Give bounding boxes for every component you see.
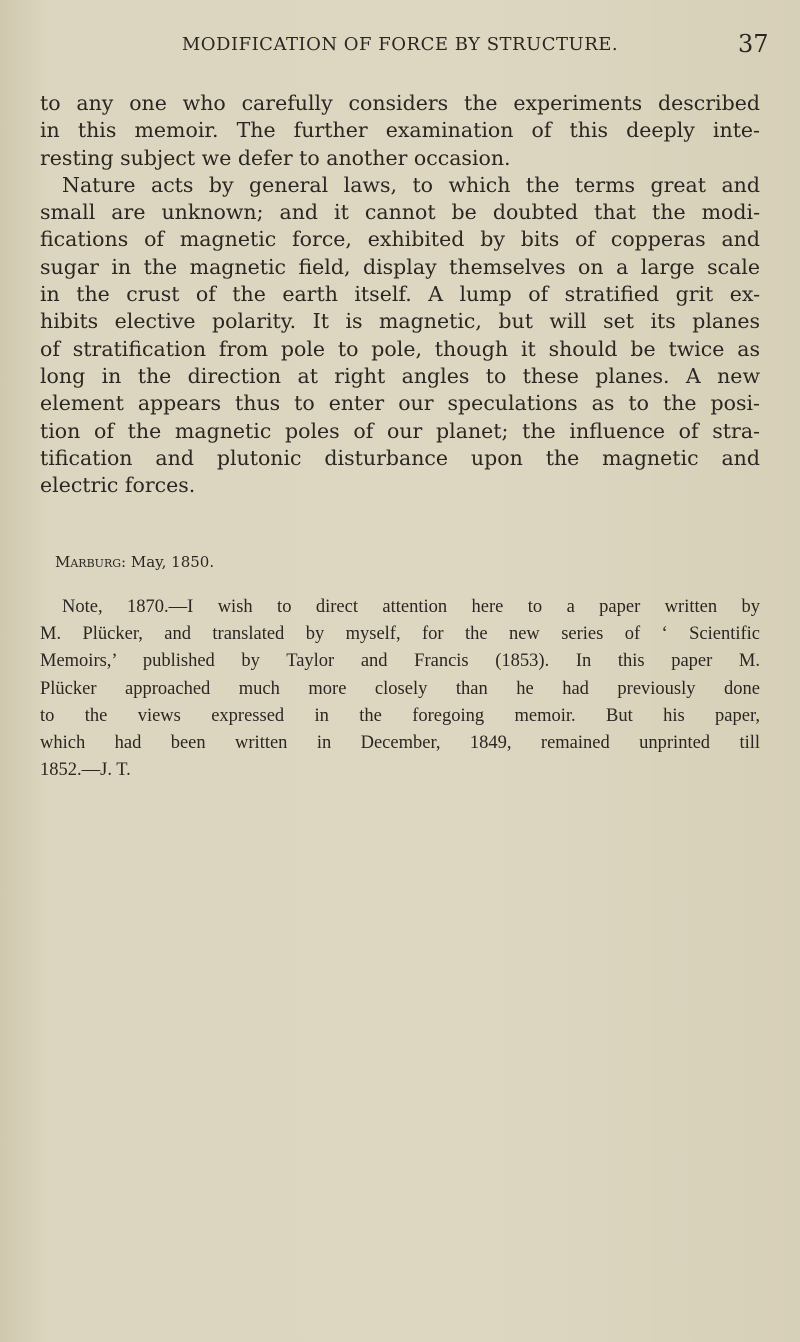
text-line: of stratification from pole to pole, though it should be twice as [40, 336, 760, 361]
text-line: electric forces. [40, 473, 196, 498]
text-line: resting subject we defer to another occasion. [40, 145, 511, 170]
note-line: Note, 1870.—I wish to direct attention here to a paper written by [62, 597, 760, 617]
note-line: M. Plücker, and translated by myself, for the new series of ‘ Scientific [40, 624, 760, 645]
text-line: element appears thus to enter our speculations as to the posi- [40, 391, 760, 416]
signature-place: Marburg [55, 553, 122, 571]
text-line: in this memoir. The further examination of this deeply inte- [40, 118, 760, 143]
footnote [40, 594, 760, 784]
text-line: hibits elective polarity. It is magnetic, but will set its planes [40, 309, 760, 334]
text-line: tion of the magnetic poles of our planet; the influence of stra- [40, 418, 760, 443]
text-line: sugar in the magnetic field, display themselves on a large scale [40, 254, 760, 279]
text-line: Nature acts by general laws, to which the terms great and [62, 172, 760, 197]
note-line: Memoirs,’ published by Taylor and Francis (1853). In this paper M. [40, 651, 760, 672]
note-line: 1852.—J. T. [40, 760, 131, 781]
signature-line [55, 553, 214, 571]
text-line: in the crust of the earth itself. A lump of stratified grit ex- [40, 282, 760, 307]
page-number: 37 [738, 30, 769, 58]
note-line: to the views expressed in the foregoing memoir. But his paper, [40, 705, 760, 726]
signature-date: : May, 1850. [121, 553, 215, 571]
body-text [40, 90, 760, 499]
note-line: which had been written in December, 1849, remained unprinted till [40, 732, 760, 753]
text-line: long in the direction at right angles to these planes. A new [40, 363, 760, 388]
text-line: tification and plutonic disturbance upon the magnetic and [40, 445, 760, 470]
text-line: to any one who carefully considers the experiments described [40, 91, 760, 115]
note-line: Plücker approached much more closely than he had previously done [40, 678, 760, 699]
text-line: fications of magnetic force, exhibited by bits of copperas and [40, 227, 760, 252]
text-line: small are unknown; and it cannot be doubted that the modi- [40, 200, 760, 225]
running-title: MODIFICATION OF FORCE BY STRUCTURE. [181, 34, 619, 55]
